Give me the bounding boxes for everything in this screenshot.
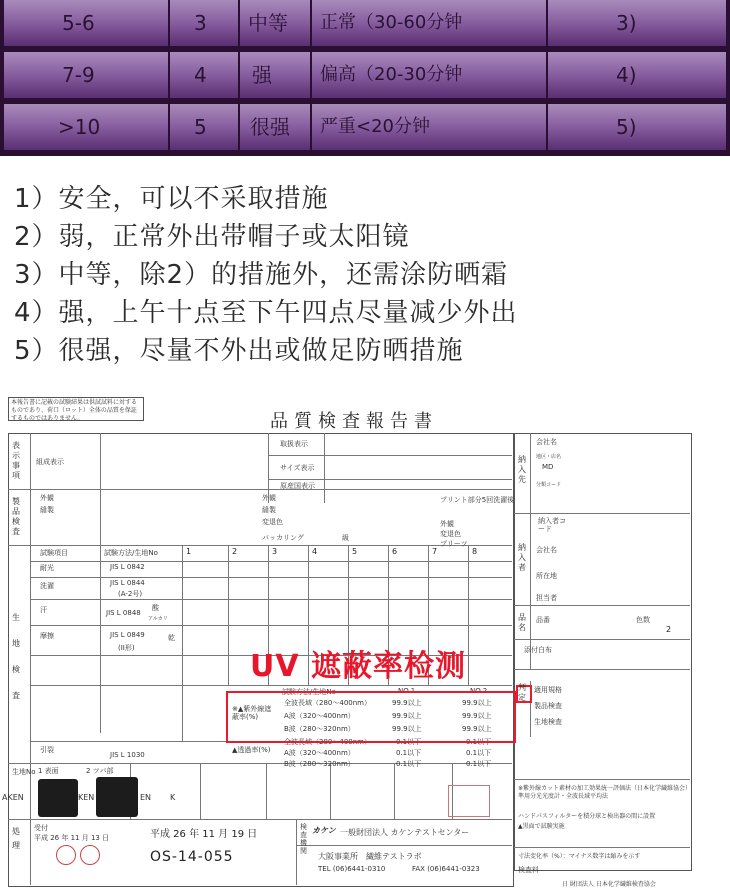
advice-item: 5）很强，尽量不外出或做足防晒措施: [14, 336, 464, 366]
uv-grade-cell: 很强: [250, 115, 290, 139]
logo-fragment: K: [170, 793, 176, 802]
center-name: 一般財団法人 カケンテストセンター: [340, 828, 470, 837]
footer-org: 日 財団法人 日本化学繊維検査協会: [562, 881, 656, 888]
uv-grade-cell: 强: [252, 63, 272, 87]
fabric-standard-label: 生地検査: [534, 718, 562, 726]
company-name-label: 会社名: [536, 438, 557, 446]
uv-note-cell: 3): [616, 11, 637, 35]
received-date: 平成 26 年 11 月 13 日: [34, 834, 110, 842]
deform-label: 変退色: [262, 518, 283, 526]
fax: FAX (06)6441-0323: [412, 865, 480, 873]
product-no-label: 品番: [536, 616, 550, 624]
col-number: 1: [186, 547, 192, 556]
acid-label: 酸: [152, 604, 159, 612]
product-standard-label: 製品検査: [534, 702, 562, 710]
uv-col1-header: NO.1: [398, 687, 416, 695]
advice-item: 1）安全，可以不采取措施: [14, 184, 329, 214]
uv-value: 0.1以下: [466, 760, 492, 768]
received-stamp: [56, 845, 76, 865]
advice-item: 2）弱，正常外出带帽子或太阳镜: [14, 222, 410, 252]
origin-label: 原産国表示: [280, 482, 315, 490]
grade-label: 級: [342, 534, 349, 542]
uv-exposure-cell: 正常（30-60分钟: [320, 12, 463, 33]
col-number: 4: [312, 547, 318, 556]
col-number: 8: [472, 547, 478, 556]
uv-highlight-box: [226, 691, 516, 743]
advice-item: 4）强，上午十点至下午四点尽量减少外出: [14, 298, 518, 328]
method-footnote-3: ▲黒面で試験実施: [518, 823, 565, 830]
received-label: 受付: [34, 824, 48, 832]
issue-date: 平成 26 年 11 月 19 日: [150, 829, 258, 840]
test-method-header: 試験方法/生地No: [104, 549, 158, 557]
product-inspection-label: 製品検査: [12, 497, 20, 536]
dry-label: 乾: [168, 634, 175, 642]
dimension-note: 寸法変化率（%）：マイナス数字は縮みを示す: [518, 853, 641, 860]
product-label: 品名: [518, 613, 526, 632]
fabric-no-label: 生地No: [12, 768, 36, 776]
wash-sub: (A-2号): [118, 590, 143, 598]
uv-band: B波（280〜320nm）: [284, 760, 355, 768]
uv-band: A波（320〜400nm）: [284, 712, 355, 720]
delivery-code-label: 納入者コード: [538, 517, 566, 533]
person-label: 担当者: [536, 594, 557, 602]
display-items-label: 表示事項: [12, 441, 20, 480]
sewing-label: 縫製: [40, 506, 54, 514]
uv-band: A波（320〜400nm）: [284, 749, 355, 757]
uv-value: 99.9以上: [392, 712, 422, 720]
report-title: 品質検査報告書: [270, 411, 438, 432]
backing-label: バッカリング: [262, 534, 304, 542]
fabric-sample-1: [38, 779, 78, 817]
class-code-label: 分類コード: [536, 482, 562, 488]
uv-value: 0.1以下: [396, 738, 422, 746]
quality-inspection-report: [0, 393, 730, 894]
tag-label: 取扱表示: [280, 440, 308, 448]
uv-value: 99.9以上: [392, 699, 422, 707]
disclaimer-note: 本報告書に記載の試験結果は供試試料に対するものであり、荷口（ロット）全体の品質を保証するものではありません。: [8, 397, 144, 421]
fee-label: 検査料: [518, 866, 539, 874]
light-standard: JIS L 0842: [110, 563, 145, 571]
col-number: 5: [352, 547, 358, 556]
uv-index-cell: >10: [58, 115, 101, 139]
company-name2-label: 会社名: [536, 546, 557, 554]
uv-level-cell: 3: [194, 11, 207, 35]
logo-fragment: AKEN: [2, 793, 24, 802]
fabric-1-label: 1 表面: [38, 767, 59, 775]
wash-label: 洗濯: [40, 582, 54, 590]
report-number: OS-14-055: [150, 849, 234, 865]
kaken-logo: カケン: [312, 826, 336, 835]
uv-value: 99.9以上: [462, 712, 492, 720]
tear-standard: JIS L 1030: [110, 751, 145, 759]
col-number: 2: [232, 547, 238, 556]
color-count-value: 2: [666, 625, 672, 634]
table-row: [4, 52, 726, 98]
uv-shield-label: ※▲紫外線遮蔽率(%): [232, 705, 272, 721]
uv-level-cell: 4: [194, 63, 207, 87]
table-row: [4, 104, 726, 150]
tel: TEL (06)6441-0310: [318, 865, 386, 873]
md-label: MD: [542, 463, 554, 471]
uv-value: 99.9以上: [462, 725, 492, 733]
processing-label: 処理: [12, 827, 20, 850]
uv-grade-cell: 中等: [248, 11, 288, 35]
uv-value: 0.1以下: [396, 760, 422, 768]
uv-note-cell: 5): [616, 115, 637, 139]
friction-sub: (II形): [118, 644, 135, 652]
uv-index-table: [0, 0, 730, 156]
alkali-label: アルカリ: [148, 616, 168, 622]
pleat-label: プリーツ: [440, 540, 468, 548]
uv-advice-list: [14, 180, 714, 370]
location-label: 所在地: [536, 572, 557, 580]
exterior-label: 外観: [40, 494, 54, 502]
fabric-inspection-label: 生地検査: [12, 613, 20, 700]
composition-label: 組成表示: [36, 458, 64, 466]
uv-value: 0.1以下: [466, 749, 492, 757]
uv-level-cell: 5: [194, 115, 207, 139]
col-number: 7: [432, 547, 438, 556]
print-wash-label: プリント部分5回洗濯後: [440, 496, 515, 504]
logo-fragment: KEN: [78, 793, 95, 802]
table-row: [4, 0, 726, 46]
lab-stamp: [448, 785, 490, 817]
uv-band: 全波長域（280〜400nm）: [284, 738, 371, 746]
light-label: 耐光: [40, 564, 54, 572]
uv-exposure-cell: 严重<20分钟: [320, 116, 430, 137]
office-name: 大阪事業所 繊維テストラボ: [318, 852, 422, 861]
uv-value: 99.9以上: [392, 725, 422, 733]
size-label: サイズ表示: [280, 464, 315, 472]
sewing-sub-label: 縫製: [262, 506, 276, 514]
uv-value: 0.1以下: [396, 749, 422, 757]
uv-note-cell: 4): [616, 63, 637, 87]
uv-index-cell: 5-6: [62, 11, 95, 35]
exterior-sub-label: 外観: [262, 494, 276, 502]
sweat-label: 汗: [40, 606, 47, 614]
area-store-label: 地区・店名: [536, 454, 562, 460]
attach-label: 添付白布: [524, 646, 552, 654]
test-item-header: 試験項目: [40, 549, 68, 557]
method-footnote-2: ハンドパスフィルターを積分球と検出器の間に設置: [518, 813, 656, 820]
wash-standard: JIS L 0844: [110, 579, 145, 587]
org-label: 検査機関: [300, 823, 307, 855]
judgement-label: 判定: [518, 683, 526, 702]
friction-label: 摩擦: [40, 632, 54, 640]
uv-value: 99.9以上: [462, 699, 492, 707]
delivery-label: 納入先: [518, 455, 526, 484]
uv-trans-label: ▲透過率(%): [232, 746, 271, 754]
color-count-label: 色数: [636, 616, 650, 624]
exterior2-label: 外観: [440, 520, 454, 528]
sweat-standard: JIS L 0848: [106, 609, 141, 617]
uv-col2-header: NO.2: [470, 687, 488, 695]
uv-band: B波（280〜320nm）: [284, 725, 355, 733]
manufacturer-label: 納入者: [518, 543, 526, 572]
uv-value: 0.1以下: [466, 738, 492, 746]
uv-index-cell: 7-9: [62, 63, 95, 87]
uv-method-header: 試験方法/生地No: [282, 688, 336, 696]
logo-fragment: EN: [140, 793, 152, 802]
fabric-sample-2: [96, 777, 138, 817]
uv-shield-title: UV 遮蔽率检测: [250, 649, 467, 684]
uv-exposure-cell: 偏高（20-30分钟: [320, 64, 463, 85]
friction-standard: JIS L 0849: [110, 631, 145, 639]
fabric-2-label: 2 ツバ部: [86, 767, 114, 775]
col-number: 6: [392, 547, 398, 556]
advice-item: 3）中等，除2）的措施外，还需涂防晒霜: [14, 260, 509, 290]
col-number: 3: [272, 547, 278, 556]
uv-band: 全波長域（280〜400nm）: [284, 699, 371, 707]
method-footnote: ※紫外線カット素材の加工効果統一評価法（日本化学繊維協会）準用分光光度計・全波長域平均法: [518, 785, 688, 800]
approval-stamp: [80, 845, 100, 865]
deform2-label: 変退色: [440, 530, 461, 538]
applied-standard-label: 適用規格: [534, 686, 562, 694]
tear-label: 引裂: [40, 746, 54, 754]
